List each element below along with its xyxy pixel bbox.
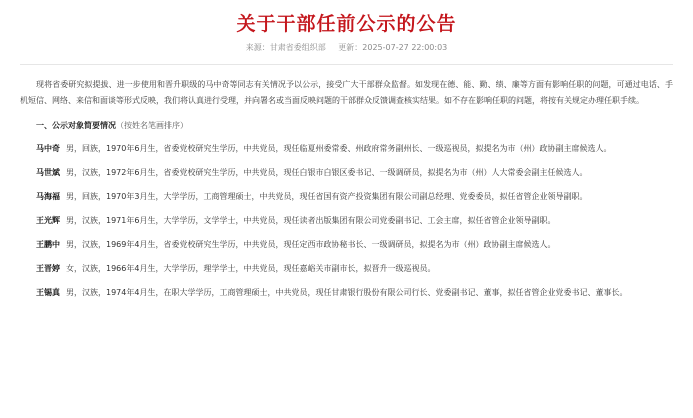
person-name: 马中奇: [36, 144, 60, 153]
article-source: 来源：甘肃省委组织部: [245, 43, 326, 52]
person-details: 男，汉族，1971年6月生，大学学历，文学学士，中共党员，现任读者出版集团有限公司党委副书记、工会主席，拟任省管企业领导副职。: [66, 216, 556, 225]
section-heading: [36, 119, 673, 133]
person-entry: [20, 141, 673, 157]
person-details: 男，汉族，1974年4月生，在职大学学历，工商管理硕士，中共党员，现任甘肃银行股份有限公司行长、党委副书记、董事，拟任省管企业党委书记、董事长。: [66, 288, 628, 297]
article-title: 关于干部任前公示的公告: [236, 13, 457, 35]
person-name: 马世斌: [36, 168, 60, 177]
title-divider: [20, 64, 673, 65]
person-details: 男，汉族，1972年6月生，省委党校研究生学历，中共党员，现任白银市白银区委书记、一级调研员，拟提名为市（州）人大常委会副主任候选人。: [66, 168, 588, 177]
person-name: 王光辉: [36, 216, 60, 225]
person-entry: [20, 285, 673, 301]
person-entry: [20, 165, 673, 181]
person-name: 王鹏中: [36, 240, 60, 249]
section-title: 一、公示对象简要情况: [36, 121, 116, 130]
person-entry: [20, 213, 673, 229]
person-details: 男，汉族，1969年4月生，省委党校研究生学历，中共党员，现任定西市政协秘书长、一级调研员，拟提名为市（州）政协副主席候选人。: [66, 240, 556, 249]
intro-paragraph: 现将省委研究拟提拔、进一步使用和晋升职级的马中奇等同志有关情况予以公示，接受广大干部群众监督。如发现在德、能、勤、绩、廉等方面有影响任职的问题，可通过电话、手机短信、网络、来信和面谈等形式反映，我们将认真进行受理，并向署名或当面反映问题的干部群众反馈调查核实结果。如不存在影响任职的问题，将按有关规定办理任职手续。: [20, 80, 673, 105]
person-entry: [20, 189, 673, 205]
person-details: 男，回族，1970年3月生，大学学历，工商管理硕士，中共党员，现任省国有资产投资集团有限公司副总经理、党委委员，拟任省管企业领导副职。: [66, 192, 588, 201]
person-name: 王锡真: [36, 288, 60, 297]
person-details: 女，汉族，1966年4月生，大学学历，理学学士，中共党员，现任嘉峪关市副市长，拟晋升一级巡视员。: [66, 264, 436, 273]
person-entry: [20, 237, 673, 253]
person-name: 王晋婷: [36, 264, 60, 273]
people-list: [20, 141, 673, 301]
article-meta: [20, 42, 673, 54]
article-updated: 更新：2025-07-27 22:00:03: [338, 43, 448, 52]
person-name: 马海福: [36, 192, 60, 201]
section-note: （按姓名笔画排序）: [116, 121, 188, 130]
person-details: 男，回族，1970年6月生，省委党校研究生学历，中共党员，现任临夏州委常委、州政府常务副州长、一级巡视员，拟提名为市（州）政协副主席候选人。: [66, 144, 612, 153]
person-entry: [20, 261, 673, 277]
